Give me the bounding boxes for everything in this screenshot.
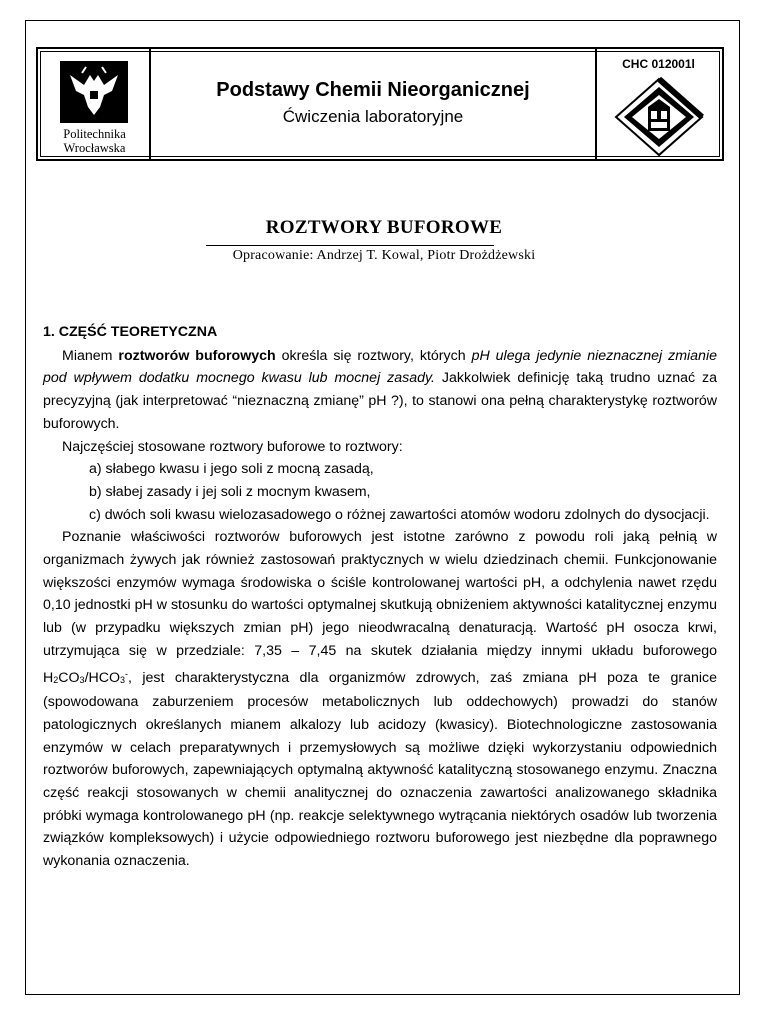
list-item: a) słabego kwasu i jego soli z mocną zasadą,	[89, 461, 374, 478]
document-body	[43, 321, 717, 873]
subscript: 3	[120, 674, 126, 685]
university-logo-cell	[38, 49, 151, 159]
eagle-icon	[60, 61, 128, 123]
subscript: 3	[79, 674, 85, 685]
document-header	[36, 47, 724, 161]
text-run: Jakkolwiek definicję taką trudno uznać za precyzyjną (jak interpretować “nieznaczną zmianę” pH ?), to stanowi ona pełną charakterystykę roztworów buforowych.	[43, 370, 717, 432]
text-run: Poznanie właściwości roztworów buforowych jest istotne zarówno z powodu roli jaką pełnią w organizmach żywych jak również zastosowań praktycznych w wielu dziedzinach chemii. Funkcjonowanie większości enzymów wymaga środowiska o ściśle kontrolowanej wartości pH, a odchylenia nawet rzędu 0,10 jednostki pH w stosunku do wartości optymalnej skutkują obniżeniem aktywności katalitycznej enzymu lub (w przypadku większych zmian pH) jego nieodwracalną denaturacją. Wartość pH osocza krwi, utrzymująca się w przedziale: 7,35 – 7,45 na skutek działania między innymi układu buforowego H	[43, 529, 717, 686]
text-run: /HCO	[84, 669, 121, 686]
list-item: c) dwóch soli kwasu wielozasadowego o różnej zawartości atomów wodoru zdolnych do dysocjacji.	[89, 506, 710, 523]
text-run: Mianem	[62, 347, 119, 364]
text-run: , jest charakterystyczna dla organizmów zdrowych, zaś zmiana pH poza te granice (spowodowana zaburzeniem procesów metabolicznych lub oddechowych) prowadzi do stanów patologicznych określanych mianem alkalozy lub acidozy (kwasicy). Biotechnologiczne zastosowania enzymów w celach preparatywnych i przemysłowych są możliwe dzięki wykorzystaniu odpowiednich roztworów buforowych, zapewniających optymalną aktywność katalityczną stosowanego enzymu. Znaczna część reakcji stosowanych w chemii analitycznej do oznaczenia zawartości analizowanego składnika próbki wymaga kontrolowanego pH (np. reakcje selektywnego wytrącania niektórych osadów lub tworzenia związków kompleksowych) i użycie odpowiedniego roztworu buforowego jest niezbędne dla poprawnego wykonania oznaczenia.	[43, 669, 717, 870]
paragraph-significance	[43, 526, 717, 873]
text-run: CO	[58, 669, 80, 686]
italic-definition: pH ulega jedynie nieznacznej zmianie pod wpływem dodatku mocnego kwasu lub mocnej zasady.	[43, 347, 717, 387]
bold-term: roztworów buforowych	[118, 347, 276, 364]
text-run: określa się roztwory, których	[275, 347, 472, 364]
subscript: 2	[53, 674, 59, 685]
course-code-cell	[595, 49, 722, 159]
paragraph-list-intro: Najczęściej stosowane roztwory buforowe to roztwory:	[62, 438, 403, 455]
document-authors: Opracowanie: Andrzej T. Kowal, Piotr Drożdżewski	[232, 248, 536, 263]
university-name	[38, 127, 151, 155]
course-subtitle: Ćwiczenia laboratoryjne	[282, 107, 464, 126]
superscript: -	[125, 668, 129, 679]
section-heading: 1. CZĘŚĆ TEORETYCZNA	[43, 324, 218, 340]
course-code: CHC 012001l	[622, 57, 695, 71]
list-item: b) słabej zasady i jej soli z mocnym kwasem,	[89, 483, 371, 500]
university-eagle-logo	[60, 61, 128, 123]
document-title: ROZTWORY BUFOROWE	[265, 217, 503, 238]
university-name-line1: Politechnika	[63, 127, 126, 141]
course-title: Podstawy Chemii Nieorganicznej	[216, 79, 530, 101]
title-underline	[206, 245, 494, 246]
paragraph-definition	[43, 345, 717, 436]
university-name-line2: Wrocławska	[63, 141, 126, 155]
faculty-emblem-icon	[614, 77, 704, 157]
